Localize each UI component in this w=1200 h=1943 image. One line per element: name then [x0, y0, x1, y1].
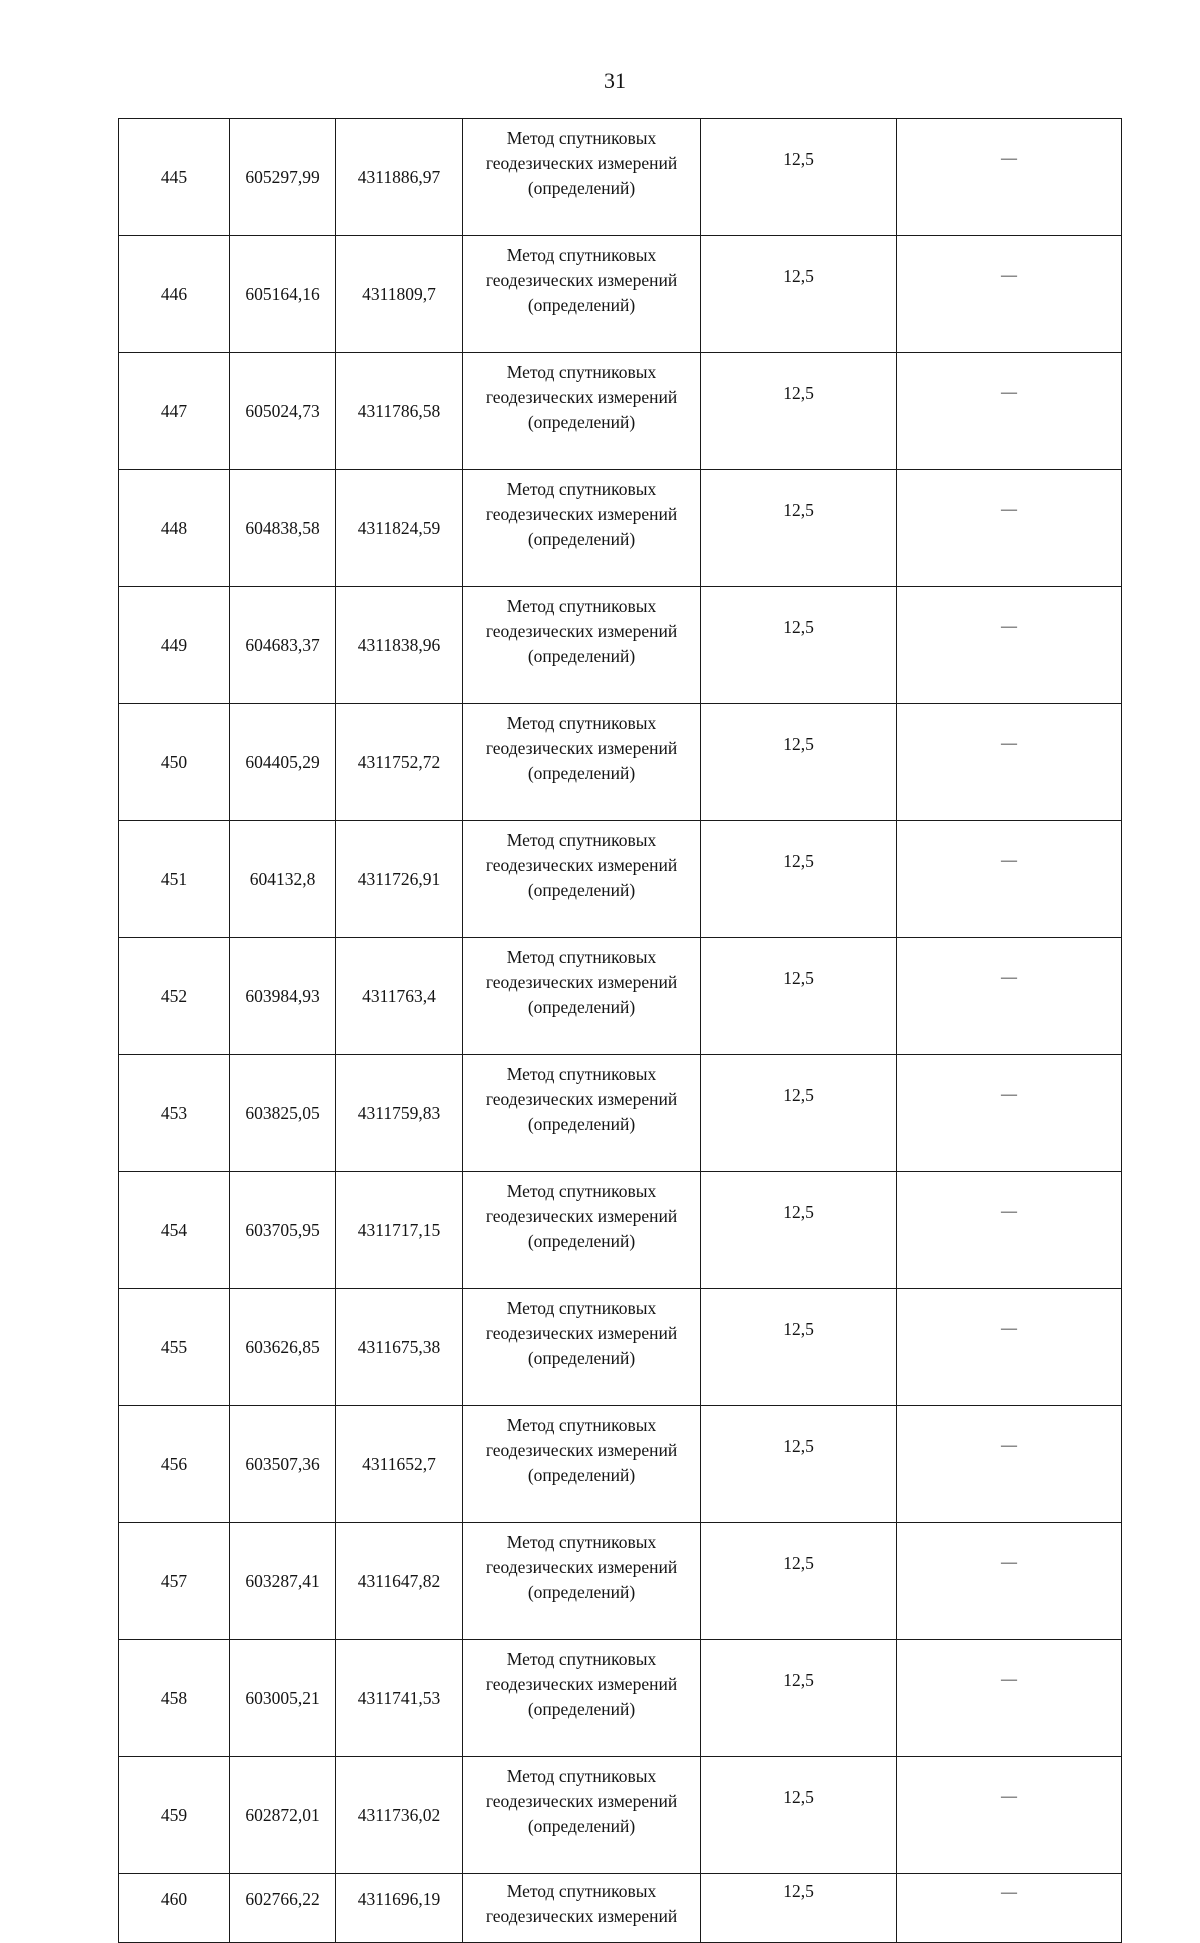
method-cell	[463, 938, 701, 1055]
table-row	[119, 1172, 1122, 1289]
method-text-line: (определений)	[527, 178, 636, 198]
method-cell	[463, 1523, 701, 1640]
point-number-cell: 447	[119, 353, 230, 470]
dash-mark: —	[1001, 618, 1017, 635]
point-number-cell: 445	[119, 119, 230, 236]
dash-mark: —	[1001, 501, 1017, 518]
x-coordinate-cell: 603825,05	[230, 1055, 336, 1172]
table-row	[119, 236, 1122, 353]
y-coordinate-cell: 4311763,4	[336, 938, 463, 1055]
y-coordinate-cell: 4311824,59	[336, 470, 463, 587]
note-cell	[897, 470, 1122, 587]
table-row	[119, 587, 1122, 704]
method-text-line: (определений)	[527, 880, 636, 900]
y-coordinate-cell: 4311652,7	[336, 1406, 463, 1523]
method-text-line: геодезических измерений	[485, 1440, 678, 1460]
table-row	[119, 704, 1122, 821]
x-coordinate-cell: 602766,22	[230, 1874, 336, 1943]
point-number-cell: 458	[119, 1640, 230, 1757]
method-cell	[463, 236, 701, 353]
precision-cell: 12,5	[701, 938, 897, 1055]
table-row	[119, 353, 1122, 470]
table-row	[119, 1055, 1122, 1172]
method-cell	[463, 1874, 701, 1943]
method-text-line: (определений)	[527, 1699, 636, 1719]
method-cell	[463, 1406, 701, 1523]
y-coordinate-cell: 4311809,7	[336, 236, 463, 353]
x-coordinate-cell: 602872,01	[230, 1757, 336, 1874]
method-text-line: Метод спутниковых	[506, 713, 657, 733]
note-cell	[897, 119, 1122, 236]
y-coordinate-cell: 4311696,19	[336, 1874, 463, 1943]
method-text-line: геодезических измерений	[485, 1089, 678, 1109]
dash-mark: —	[1001, 1671, 1017, 1688]
point-number-cell: 460	[119, 1874, 230, 1943]
y-coordinate-cell: 4311759,83	[336, 1055, 463, 1172]
method-text-line: Метод спутниковых	[506, 1415, 657, 1435]
method-text-line: Метод спутниковых	[506, 1881, 657, 1901]
point-number-cell: 455	[119, 1289, 230, 1406]
precision-cell: 12,5	[701, 470, 897, 587]
note-cell	[897, 1406, 1122, 1523]
table-row	[119, 821, 1122, 938]
dash-mark: —	[1001, 1203, 1017, 1220]
precision-cell: 12,5	[701, 704, 897, 821]
precision-cell: 12,5	[701, 236, 897, 353]
note-cell	[897, 1874, 1122, 1943]
method-cell	[463, 119, 701, 236]
point-number-cell: 448	[119, 470, 230, 587]
method-text-line: (определений)	[527, 1231, 636, 1251]
dash-mark: —	[1001, 1788, 1017, 1805]
y-coordinate-cell: 4311786,58	[336, 353, 463, 470]
method-text-line: геодезических измерений	[485, 270, 678, 290]
y-coordinate-cell: 4311741,53	[336, 1640, 463, 1757]
y-coordinate-cell: 4311675,38	[336, 1289, 463, 1406]
dash-mark: —	[1001, 1884, 1017, 1901]
point-number-cell: 451	[119, 821, 230, 938]
y-coordinate-cell: 4311726,91	[336, 821, 463, 938]
method-text-line: геодезических измерений	[485, 387, 678, 407]
note-cell	[897, 821, 1122, 938]
x-coordinate-cell: 604838,58	[230, 470, 336, 587]
method-text-line: (определений)	[527, 1114, 636, 1134]
precision-cell: 12,5	[701, 1523, 897, 1640]
precision-cell: 12,5	[701, 353, 897, 470]
table-row	[119, 1640, 1122, 1757]
coordinates-table	[118, 118, 1122, 1943]
table-row	[119, 119, 1122, 236]
point-number-cell: 453	[119, 1055, 230, 1172]
y-coordinate-cell: 4311838,96	[336, 587, 463, 704]
x-coordinate-cell: 603626,85	[230, 1289, 336, 1406]
method-text-line: геодезических измерений	[485, 1557, 678, 1577]
method-text-line: геодезических измерений	[485, 1674, 678, 1694]
x-coordinate-cell: 604405,29	[230, 704, 336, 821]
method-text-line: Метод спутниковых	[506, 1298, 657, 1318]
method-text-line: (определений)	[527, 1582, 636, 1602]
dash-mark: —	[1001, 1086, 1017, 1103]
y-coordinate-cell: 4311736,02	[336, 1757, 463, 1874]
method-text-line: Метод спутниковых	[506, 1649, 657, 1669]
x-coordinate-cell: 603287,41	[230, 1523, 336, 1640]
page-number: 31	[604, 68, 626, 93]
method-text-line: Метод спутниковых	[506, 245, 657, 265]
point-number-cell: 459	[119, 1757, 230, 1874]
point-number-cell: 457	[119, 1523, 230, 1640]
method-text-line: геодезических измерений	[485, 504, 678, 524]
method-text-line: (определений)	[527, 646, 636, 666]
method-text-line: (определений)	[527, 1465, 636, 1485]
table-body	[119, 119, 1122, 1943]
x-coordinate-cell: 603507,36	[230, 1406, 336, 1523]
table-row	[119, 1406, 1122, 1523]
method-text-line: (определений)	[527, 529, 636, 549]
x-coordinate-cell: 603005,21	[230, 1640, 336, 1757]
point-number-cell: 446	[119, 236, 230, 353]
table-row	[119, 470, 1122, 587]
x-coordinate-cell: 605164,16	[230, 236, 336, 353]
point-number-cell: 454	[119, 1172, 230, 1289]
note-cell	[897, 1055, 1122, 1172]
method-text-line: Метод спутниковых	[506, 596, 657, 616]
x-coordinate-cell: 604683,37	[230, 587, 336, 704]
precision-cell: 12,5	[701, 821, 897, 938]
x-coordinate-cell: 604132,8	[230, 821, 336, 938]
method-cell	[463, 353, 701, 470]
note-cell	[897, 1172, 1122, 1289]
table-row	[119, 1874, 1122, 1943]
note-cell	[897, 704, 1122, 821]
method-text-line: геодезических измерений	[485, 153, 678, 173]
method-text-line: (определений)	[527, 997, 636, 1017]
y-coordinate-cell: 4311717,15	[336, 1172, 463, 1289]
method-text-line: геодезических измерений	[485, 855, 678, 875]
method-text-line: геодезических измерений	[485, 738, 678, 758]
method-cell	[463, 821, 701, 938]
method-text-line: Метод спутниковых	[506, 830, 657, 850]
method-text-line: Метод спутниковых	[506, 1064, 657, 1084]
dash-mark: —	[1001, 267, 1017, 284]
point-number-cell: 452	[119, 938, 230, 1055]
method-text-line: геодезических измерений	[485, 1323, 678, 1343]
method-cell	[463, 1055, 701, 1172]
table-row	[119, 1523, 1122, 1640]
note-cell	[897, 1523, 1122, 1640]
method-text-line: Метод спутниковых	[506, 1766, 657, 1786]
method-text-line: Метод спутниковых	[506, 1532, 657, 1552]
method-text-line: (определений)	[527, 295, 636, 315]
method-text-line: геодезических измерений	[485, 1791, 678, 1811]
precision-cell: 12,5	[701, 119, 897, 236]
table-row	[119, 938, 1122, 1055]
method-cell	[463, 470, 701, 587]
method-text-line: Метод спутниковых	[506, 362, 657, 382]
table-row	[119, 1289, 1122, 1406]
precision-cell: 12,5	[701, 1406, 897, 1523]
method-text-line: Метод спутниковых	[506, 1181, 657, 1201]
x-coordinate-cell: 603984,93	[230, 938, 336, 1055]
method-text-line: геодезических измерений	[485, 1206, 678, 1226]
dash-mark: —	[1001, 852, 1017, 869]
note-cell	[897, 1757, 1122, 1874]
method-cell	[463, 1172, 701, 1289]
dash-mark: —	[1001, 384, 1017, 401]
dash-mark: —	[1001, 150, 1017, 167]
note-cell	[897, 1289, 1122, 1406]
method-cell	[463, 1640, 701, 1757]
method-text-line: (определений)	[527, 763, 636, 783]
precision-cell: 12,5	[701, 587, 897, 704]
method-text-line: геодезических измерений	[485, 621, 678, 641]
precision-cell: 12,5	[701, 1055, 897, 1172]
method-cell	[463, 1757, 701, 1874]
method-text-line: геодезических измерений	[485, 972, 678, 992]
note-cell	[897, 236, 1122, 353]
point-number-cell: 450	[119, 704, 230, 821]
method-text-line: (определений)	[527, 1816, 636, 1836]
dash-mark: —	[1001, 735, 1017, 752]
precision-cell: 12,5	[701, 1757, 897, 1874]
method-text-line: Метод спутниковых	[506, 947, 657, 967]
method-cell	[463, 704, 701, 821]
table-row	[119, 1757, 1122, 1874]
y-coordinate-cell: 4311886,97	[336, 119, 463, 236]
method-text-line: Метод спутниковых	[506, 128, 657, 148]
method-text-line: геодезических измерений	[485, 1906, 678, 1926]
precision-cell: 12,5	[701, 1874, 897, 1943]
note-cell	[897, 353, 1122, 470]
x-coordinate-cell: 603705,95	[230, 1172, 336, 1289]
dash-mark: —	[1001, 1437, 1017, 1454]
method-cell	[463, 1289, 701, 1406]
dash-mark: —	[1001, 969, 1017, 986]
y-coordinate-cell: 4311647,82	[336, 1523, 463, 1640]
method-text-line: (определений)	[527, 412, 636, 432]
point-number-cell: 456	[119, 1406, 230, 1523]
method-cell	[463, 587, 701, 704]
dash-mark: —	[1001, 1320, 1017, 1337]
note-cell	[897, 1640, 1122, 1757]
precision-cell: 12,5	[701, 1172, 897, 1289]
point-number-cell: 449	[119, 587, 230, 704]
x-coordinate-cell: 605024,73	[230, 353, 336, 470]
method-text-line: (определений)	[527, 1348, 636, 1368]
x-coordinate-cell: 605297,99	[230, 119, 336, 236]
method-text-line: Метод спутниковых	[506, 479, 657, 499]
y-coordinate-cell: 4311752,72	[336, 704, 463, 821]
note-cell	[897, 587, 1122, 704]
dash-mark: —	[1001, 1554, 1017, 1571]
precision-cell: 12,5	[701, 1289, 897, 1406]
precision-cell: 12,5	[701, 1640, 897, 1757]
note-cell	[897, 938, 1122, 1055]
